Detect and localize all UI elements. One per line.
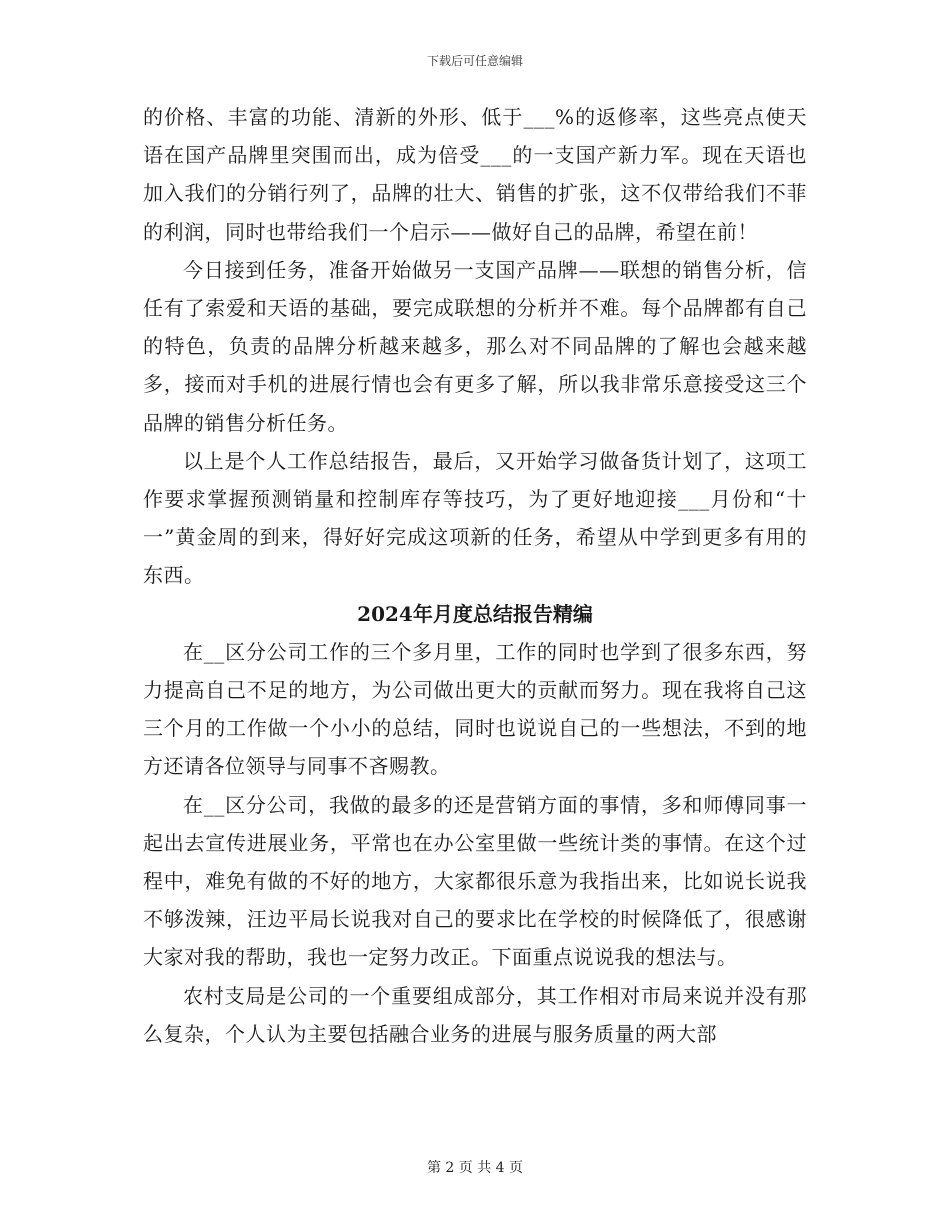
paragraph-4: 在__区分公司工作的三个多月里，工作的同时也学到了很多东西，努力提高自己不足的地方，为公司做出更大的贡献而努力。现在我将自己这三个月的工作做一个小小的总结，同时也说说自己的一些想法，不到的地方还请各位领导与同事不吝赐教。 xyxy=(143,639,807,779)
section-title: 2024年月度总结报告精编 xyxy=(357,601,593,626)
paragraph-3: 以上是个人工作总结报告，最后，又开始学习做备货计划了，这项工作要求掌握预测销量和控制库存等技巧，为了更好地迎接___月份和“十一”黄金周的到来，得好好完成这项新的任务，希望从中学到更多有用的东西。 xyxy=(143,448,807,588)
page-footer: 第 2 页 共 4 页 xyxy=(426,1160,524,1176)
paragraph-5: 在__区分公司，我做的最多的还是营销方面的事情，多和师傅同事一起出去宣传进展业务，平常也在办公室里做一些统计类的事情。在这个过程中，难免有做的不好的地方，大家都很乐意为我指出来，比如说长说我不够泼辣，汪边平局长说我对自己的要求比在学校的时候降低了，很感谢大家对我的帮助，我也一定努力改正。下面重点说说我的想法与。 xyxy=(143,792,807,970)
paragraph-1: 的价格、丰富的功能、清新的外形、低于___%的返修率，这些亮点使天语在国产品牌里突围而出，成为倍受___的一支国产新力军。现在天语也加入我们的分销行列了，品牌的壮大、销售的扩张，这不仅带给我们不菲的利润，同时也带给我们一个启示——做好自己的品牌，希望在前！ xyxy=(143,105,807,244)
page-header: 下载后可任意编辑 xyxy=(426,54,523,68)
paragraph-6: 农村支局是公司的一个重要组成部分，其工作相对市局来说并没有那么复杂，个人认为主要包括融合业务的进展与服务质量的两大部 xyxy=(143,983,807,1046)
document-body xyxy=(143,98,807,1053)
paragraph-2: 今日接到任务，准备开始做另一支国产品牌——联想的销售分析，信任有了索爱和天语的基础，要完成联想的分析并不难。每个品牌都有自己的特色，负责的品牌分析越来越多，那么对不同品牌的了解也会越来越多，接而对手机的进展行情也会有更多了解，所以我非常乐意接受这三个品牌的销售分析任务。 xyxy=(143,257,807,435)
